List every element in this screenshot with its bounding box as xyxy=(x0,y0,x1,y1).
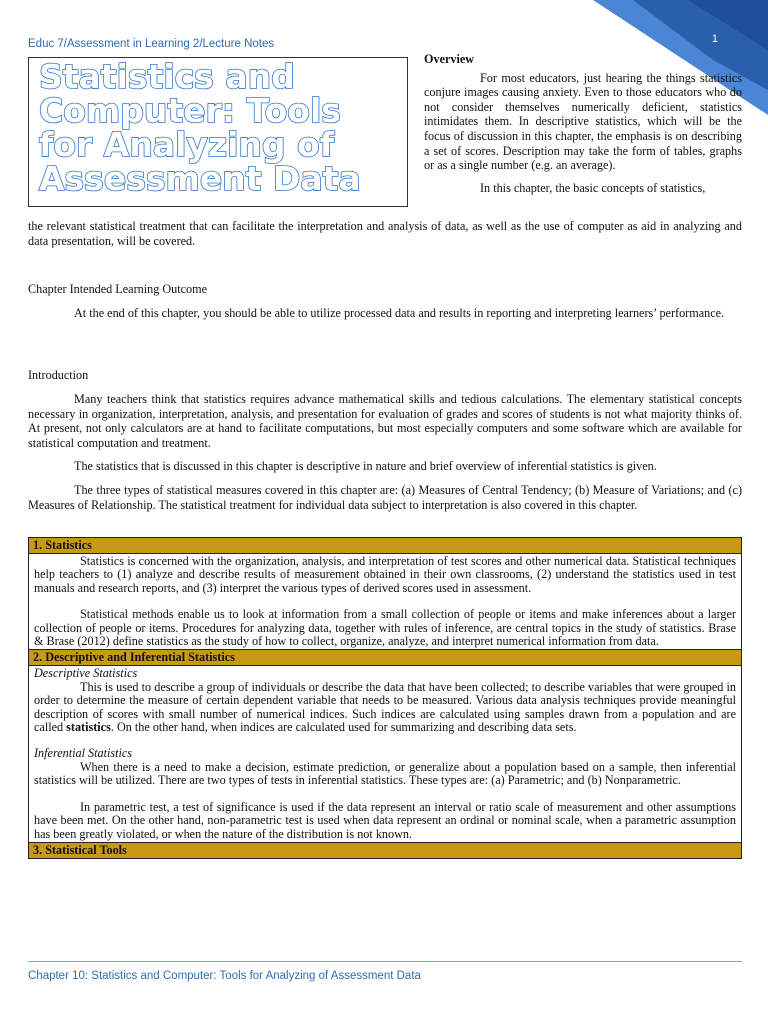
introduction-heading: Introduction xyxy=(28,368,89,382)
statistics-term: statistics xyxy=(66,720,111,735)
overview-paragraph: For most educators, just hearing the things statistics conjure images causing anxiety. Even to those educators who do not consider themselves numerically deficient, statistics intimidates them. In descriptive statistics, which will be the focus of discussion in this chapter, the emphasis is on describing a set of scores. Description may take the form of tables, graphs or as a single number (e.g. an average). xyxy=(424,70,742,173)
title-line-4: Assessment Data xyxy=(39,159,361,198)
section-1-paragraph-1: Statistics is concerned with the organization, analysis, and interpretation of test scores and other numerical data. Statistical techniques help teachers to (1) analyze and describe results of measurement obtained in their own classrooms, (2) understand the statistics used in test manuals and research reports, and (3) interpret the various types of derived scores used in assessment. xyxy=(34,554,736,595)
overview-paragraph-2-start: In this chapter, the basic concepts of statistics, xyxy=(480,180,706,195)
chapter-footer: Chapter 10: Statistics and Computer: Tools for Analyzing of Assessment Data xyxy=(28,970,421,982)
section-2-body xyxy=(29,666,741,841)
cilo-text: At the end of this chapter, you should be able to utilize processed data and results in reporting and interpreting learners’ performance. xyxy=(74,306,725,320)
overview-section xyxy=(424,52,742,195)
content-table xyxy=(28,537,742,859)
introduction-section xyxy=(28,392,742,512)
introduction-paragraph-1: Many teachers think that statistics requires advance mathematical skills and tedious calculations. The elementary statistical concepts necessary in organization, interpretation, analysis, and presentation for evaluation of grades and scores of students is not what majority thinks of. At present, not only calculators are at hand to facilitate computations, but most especially computers and some software which are available for statistical computation and treatment. xyxy=(28,392,742,450)
title-line-1: Statistics and xyxy=(39,58,295,96)
overview-heading: Overview xyxy=(424,52,475,66)
parametric-test-paragraph: In parametric test, a test of significance is used if the data represent an interval or ratio scale of measurement and other assumptions have been met. On the other hand, non-parametric test is used when data represent an ordinal or nominal scale, when a parametric assumption has been greatly violated, or when the nature of the distribution is not known. xyxy=(34,799,736,841)
inferential-statistics-paragraph: When there is a need to make a decision, estimate prediction, or generalize about a population based on a sample, then inferential statistics will be utilized. There are two types of tests in inferential statistics. These types are: (a) Parametric; and (b) Nonparametric. xyxy=(34,759,736,788)
section-1-body xyxy=(29,554,741,649)
introduction-paragraph-3: The three types of statistical measures covered in this chapter are: (a) Measures of Central Tendency; (b) Measure of Variations; and (c) Measures of Relationship. The statistical treatment for individual data subject to interpretation is also covered in this chapter. xyxy=(28,482,742,512)
section-3-header: 3. Statistical Tools xyxy=(29,842,741,858)
footer-divider xyxy=(28,961,742,962)
descriptive-statistics-paragraph: This is used to describe a group of individuals or describe the data that have been collected; to describe variables that were grouped in order to determine the measure of certain dependent variable that needs to be measured. Various data analysis techniques provide meaningful description of scores with small number of numerical indices. Such indices are calculated using samples drawn from a population and are called statistics. On the other hand, when indices are calculated used for summarizing and describing data sets. xyxy=(34,679,736,735)
introduction-paragraph-2: The statistics that is discussed in this chapter is descriptive in nature and brief overview of inferential statistics is given. xyxy=(74,459,657,474)
section-2-header: 2. Descriptive and Inferential Statistics xyxy=(29,649,741,666)
descriptive-statistics-subheading: Descriptive Statistics xyxy=(34,666,138,681)
course-header: Educ 7/Assessment in Learning 2/Lecture Notes xyxy=(28,38,275,50)
title-line-2: Computer: Tools xyxy=(39,91,341,130)
section-1-header: 1. Statistics xyxy=(29,538,741,554)
page-number: 1 xyxy=(711,33,718,45)
chapter-title-box xyxy=(28,57,408,207)
inferential-statistics-subheading: Inferential Statistics xyxy=(34,746,133,761)
section-1-paragraph-2: Statistical methods enable us to look at information from a small collection of people or items and make inferences about a larger collection of people or items. Procedures for analyzing data, together with rules of inference, are central topics in the study of statistics. Brase & Brase (2012) define statistics as the study of how to collect, organize, analyze, and interpret numerical information from data. xyxy=(34,607,736,649)
cilo-heading: Chapter Intended Learning Outcome xyxy=(28,282,208,296)
overview-continued: the relevant statistical treatment that can facilitate the interpretation and analysis of data, as well as the use of computer as aid in analyzing and data presentation, will be covered. xyxy=(28,219,742,248)
title-line-3: for Analyzing of xyxy=(39,125,335,164)
chapter-title xyxy=(29,58,407,206)
